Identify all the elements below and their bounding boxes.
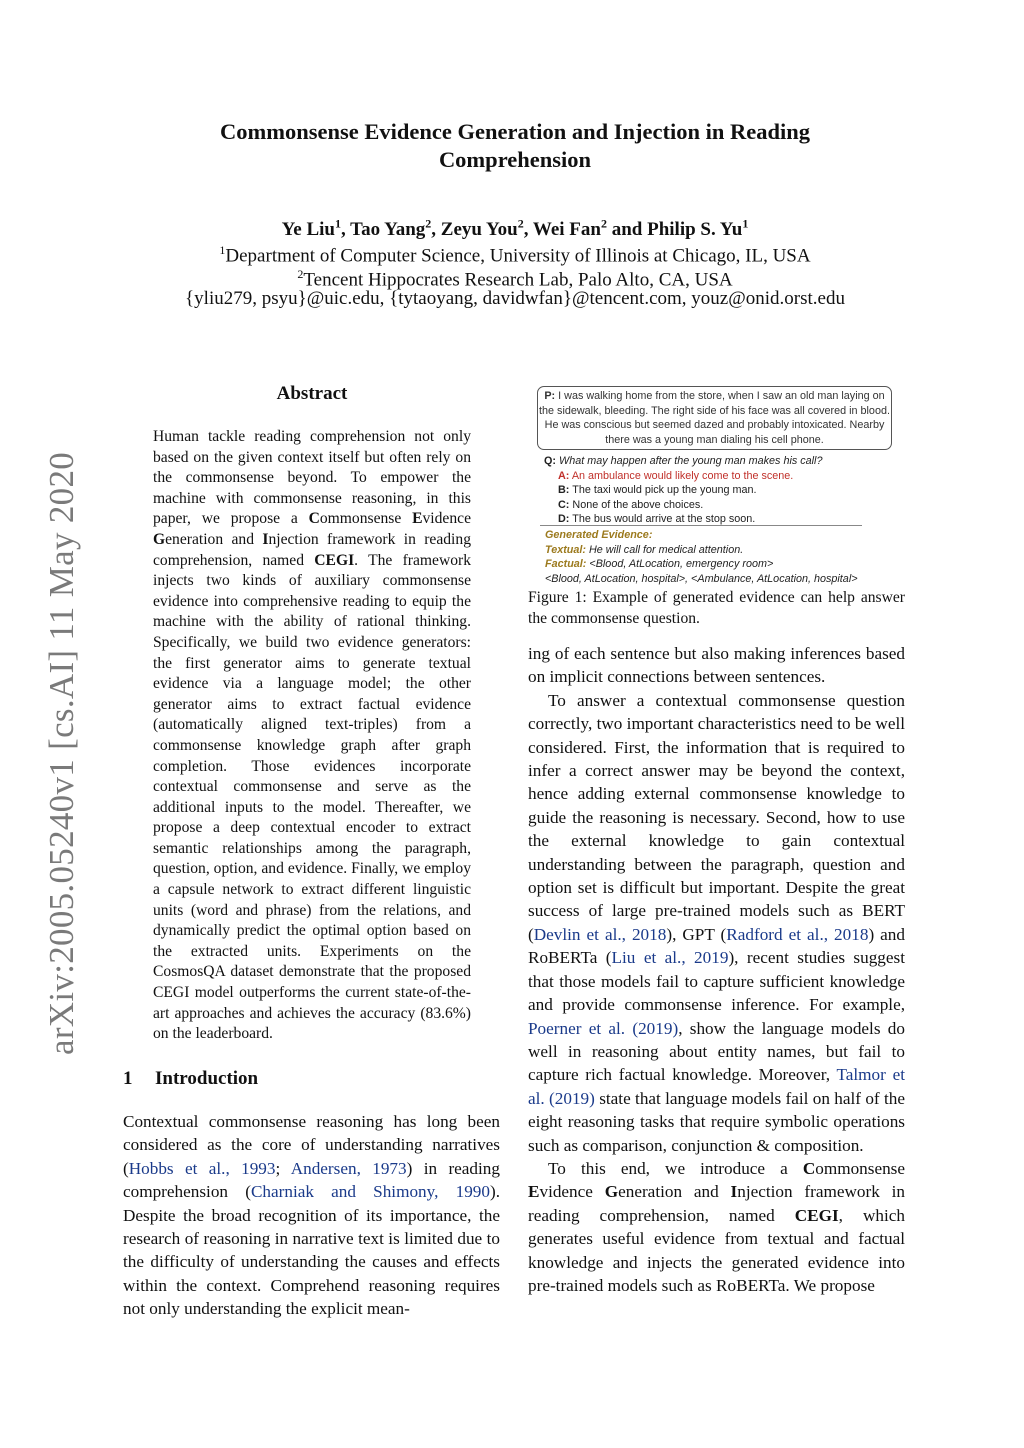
citation-link[interactable]: Poerner et al. (2019) [528, 1018, 679, 1038]
citation-link[interactable]: Andersen, 1973 [290, 1158, 407, 1178]
intro-paragraph-1: Contextual commonsense reasoning has long been considered as the core of understanding narratives (Hobbs et al., 1993; Andersen, 1973) in reading comprehension (Charniak and Shimony, 1990). Despite the broad recognition of its importance, the research of reasoning in narrative text is limited due to the difficulty of understanding the causes and effects within the context. Comprehend reasoning requires not only understanding the explicit mean- [123, 1112, 501, 1319]
figure-caption: Figure 1: Example of generated evidence can help answer the commonsense question. [528, 589, 905, 627]
evidence-heading: Generated Evidence: [545, 529, 653, 541]
section-heading-introduction: 1 Introduction [123, 1068, 259, 1089]
factual-evidence: Factual: <Blood, AtLocation, emergency room> [545, 558, 774, 571]
intro-paragraph-3: To this end, we introduce a Commonsense Evidence Generation and Injection framework in reading comprehension, named CEGI, which generates useful evidence from textual and factual knowledge and injects the generated evidence into pre-trained models such as RoBERTa. We propose [528, 1158, 905, 1295]
title-line-2: Comprehension [438, 147, 592, 172]
intro-paragraph-2: To answer a contextual commonsense question correctly, two important characteristics need to be well considered. First, the information that is required to infer a correct answer may be beyond the context, hence adding external commonsense knowledge to guide the reasoning is necessary. Second, how to use the external knowledge to gain contextual understanding between the paragraph, question and option set is difficult but important. Despite the great success of large pre-trained models such as BERT (Devlin et al., 2018), GPT (Radford et al., 2018) and RoBERTa (Liu et al., 2019), recent studies suggest that those models fail to capture sufficient knowledge and provide commonsense inference. For example, Poerner et al. (2019), show the language models do well in reasoning about entity names, but fail to capture rich factual knowledge. Moreover, Talmor et al. (2019) state that language models fail on half of the eight reasoning tasks that require symbolic operations such as comparison, conjunction & composition. [528, 690, 906, 1155]
intro-right-column [528, 642, 905, 1297]
figure-evidence-block [545, 528, 905, 586]
abstract-text: Human tackle reading comprehension not only based on the given context itself but often rely on the commonsense beyond. To empower the machine with commonsense reasoning, in this paper, we propose a Commonsense Evidence Generation and Injection framework in reading comprehension, named CEGI. The framework injects two kinds of auxiliary commonsense evidence into comprehensive reading to equip the machine with the ability of rational thinking. Specifically, we build two evidence generators: the first generator aims to generate textual evidence via a language model; the other generator aims to extract factual evidence (automatically aligned text-triples) from a commonsense knowledge graph after graph completion. Those evidences incorporate contextual commonsense and serve as the additional inputs to the model. Thereafter, we propose a deep contextual encoder to extract semantic relationships among the paragraph, question, option, and evidence. Finally, we employ a capsule network to extract different linguistic units (word and phrase) from the relations, and dynamically predict the optimal option based on the extracted units. Experiments on the CosmosQA dataset demonstrate that the proposed CEGI model outperforms the current state-of-the-art approaches and achieves the accuracy (83.6%) on the leaderboard. [153, 428, 471, 1043]
citation-link[interactable]: Liu et al., 2019 [611, 948, 729, 968]
author: Philip S. Yu$^1$ [647, 217, 749, 241]
citation-link[interactable]: Devlin et al., 2018 [533, 924, 667, 944]
figure-option-b: B: The taxi would pick up the young man. [558, 484, 757, 497]
figure-option-a: A: An ambulance would likely come to the scene. [558, 469, 794, 482]
author-emails: {yliu279, psyu}@uic.edu, {tytaoyang, davidwfan}@tencent.com, youz@onid.orst.edu [185, 288, 845, 309]
paper-title [100, 118, 930, 174]
author: Zeyu You$^2$, [440, 217, 533, 241]
citation-link[interactable]: Radford et al., 2018 [726, 924, 869, 944]
figure-divider [540, 525, 862, 526]
citation-link[interactable]: Hobbs et al., 1993 [128, 1158, 276, 1178]
abstract-heading: Abstract [276, 383, 348, 404]
figure-question: Q: What may happen after the young man makes his call? [544, 455, 823, 467]
figure-passage-box: P: I was walking home from the store, when I saw an old man laying on the sidewalk, bleeding. The right side of his face was all covered in blood. He was conscious but seemed dazed and probably intoxicated. Nearby there was a young man dialing his cell phone. [537, 386, 892, 450]
title-line-1: Commonsense Evidence Generation and Injection in Reading [219, 119, 811, 144]
affiliation-1: $^1$Department of Computer Science, University of Illinois at Chicago, IL, USA [219, 243, 811, 267]
author: Tao Yang$^2$, [350, 217, 441, 241]
arxiv-identifier: arXiv:2005.05240v1 [cs.AI] 11 May 2020 [42, 451, 81, 1055]
affiliation-2: $^2$Tencent Hippocrates Research Lab, Palo Alto, CA, USA [297, 267, 733, 291]
textual-evidence: Textual: He will call for medical attention. [545, 543, 744, 556]
author: Ye Liu$^1$, [281, 217, 351, 241]
author: Wei Fan$^2$ and [532, 217, 648, 241]
citation-link[interactable]: Charniak and Shimony, 1990 [250, 1182, 490, 1202]
citation-link[interactable]: Talmor et al. (2019) [528, 1065, 906, 1108]
figure-question-block [544, 454, 894, 527]
intro-paragraph-1-cont: ing of each sentence but also making inferences based on implicit connections between sentences. [528, 644, 905, 687]
figure-option-d: D: The bus would arrive at the stop soon. [558, 513, 756, 526]
figure-option-c: C: None of the above choices. [558, 498, 704, 511]
factual-evidence-cont: <Blood, AtLocation, hospital>, <Ambulance, AtLocation, hospital> [545, 572, 858, 585]
